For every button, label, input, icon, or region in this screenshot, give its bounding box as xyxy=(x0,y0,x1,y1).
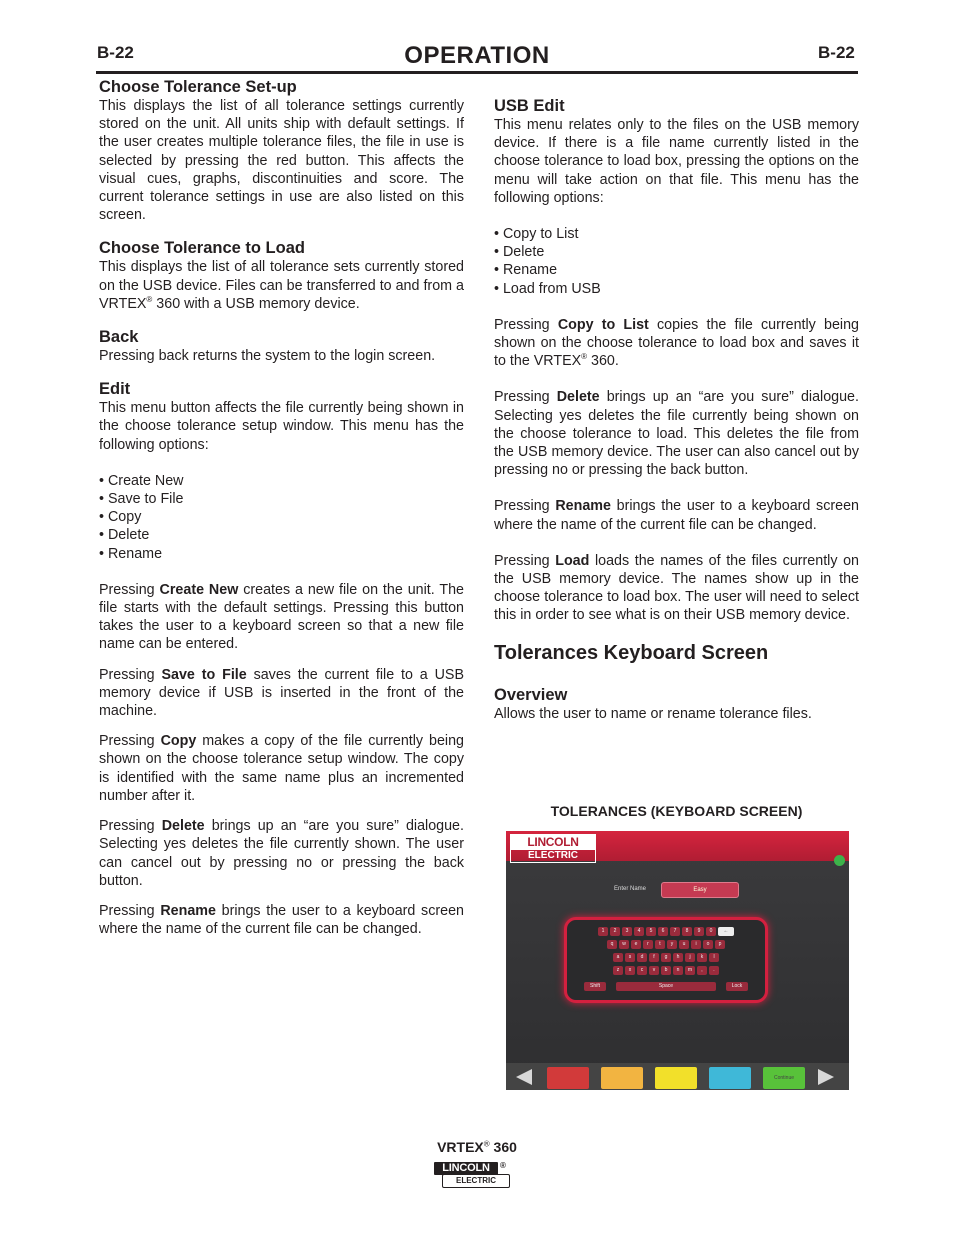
left-column xyxy=(99,77,464,938)
text-usb-delete: Pressing Delete brings up an “are you sure” dialogue. Selecting yes deletes the file currently being shown on the choose tolerance to load. This deletes the file from the USB memory device. The user can also cancel out by pressing no or pressing the back button. xyxy=(494,389,859,479)
key[interactable]: o xyxy=(703,940,713,949)
lincoln-logo xyxy=(510,834,594,860)
list-item: • Copy xyxy=(99,508,464,526)
text-choose-tolerance-setup: This displays the list of all tolerance settings currently stored on the unit. All units ship with default settings. If the user creates multiple tolerance files, the file in use is selected by pressing the red button. This affects the visual cues, graphs, discontinuities and score. The current tolerance settings in use are also listed on this screen. xyxy=(99,98,464,224)
edit-options-list xyxy=(99,472,464,563)
key-row-numbers xyxy=(567,927,765,936)
key[interactable]: s xyxy=(625,953,635,962)
key[interactable]: 2 xyxy=(610,927,620,936)
text-copy-to-list: Pressing Copy to List copies the file currently being shown on the choose tolerance to load box and saves it to the VRTEX® 360. xyxy=(494,316,859,370)
text-overview: Allows the user to name or rename tolerance files. xyxy=(494,705,812,722)
arrow-right-icon[interactable] xyxy=(818,1069,834,1085)
key[interactable]: 8 xyxy=(682,927,692,936)
red-button[interactable] xyxy=(547,1067,589,1089)
list-item: • Delete xyxy=(99,526,464,544)
enter-name-label: Enter Name xyxy=(614,886,647,892)
key[interactable]: a xyxy=(613,953,623,962)
heading-back: Back xyxy=(99,328,139,347)
key[interactable]: g xyxy=(661,953,671,962)
key[interactable]: j xyxy=(685,953,695,962)
key[interactable]: v xyxy=(649,966,659,975)
figure-caption: TOLERANCES (KEYBOARD SCREEN) xyxy=(550,803,803,819)
text-delete: Pressing Delete brings up an “are you sure” dialogue. Selecting yes deletes the file currently shown. The user can cancel out by pressing no or pressing the back button. xyxy=(99,818,464,889)
heading-choose-tolerance-load: Choose Tolerance to Load xyxy=(99,239,305,258)
key[interactable]: i xyxy=(691,940,701,949)
list-item: • Save to File xyxy=(99,490,464,508)
logo-bottom-text: ELECTRIC xyxy=(510,849,596,863)
key[interactable]: r xyxy=(643,940,653,949)
footer-logo-reg: ® xyxy=(500,1161,506,1170)
key[interactable]: 1 xyxy=(598,927,608,936)
list-item: • Load from USB xyxy=(494,280,859,298)
footer-logo-top: LINCOLN xyxy=(434,1162,498,1175)
text-back: Pressing back returns the system to the login screen. xyxy=(99,348,436,365)
text-load: Pressing Load loads the names of the files currently on the USB memory device. The names show up in the choose tolerance to load box. The user will need to select this in order to see what is on their USB memory device. xyxy=(494,552,859,624)
key[interactable]: n xyxy=(673,966,683,975)
key-row-asdf xyxy=(567,953,765,962)
key[interactable]: 4 xyxy=(634,927,644,936)
list-item: • Rename xyxy=(494,261,859,279)
key-row-zxcv xyxy=(567,966,765,975)
page-title: OPERATION xyxy=(404,42,550,69)
key[interactable]: b xyxy=(661,966,671,975)
status-indicator-icon xyxy=(834,855,845,866)
page-number-right: B-22 xyxy=(818,43,855,62)
text-create-new: Pressing Create New creates a new file on the unit. The file starts with the default settings. Pressing this button takes the user to a keyboard screen so that a new file name can be entered. xyxy=(99,581,464,653)
key[interactable]: x xyxy=(625,966,635,975)
heading-tolerances-keyboard-screen: Tolerances Keyboard Screen xyxy=(494,641,769,664)
page-number-left: B-22 xyxy=(97,43,134,62)
key-row-qwerty xyxy=(567,940,765,949)
key[interactable]: y xyxy=(667,940,677,949)
key[interactable]: t xyxy=(655,940,665,949)
heading-edit: Edit xyxy=(99,380,131,399)
key-row-bottom xyxy=(567,982,765,991)
key[interactable]: 7 xyxy=(670,927,680,936)
key[interactable]: d xyxy=(637,953,647,962)
text-copy: Pressing Copy makes a copy of the file currently being shown on the choose tolerance setup window. The copy is identified with the same name plus an incremented number after it. xyxy=(99,733,464,804)
usb-edit-options-list xyxy=(494,225,859,298)
key[interactable]: l xyxy=(709,953,719,962)
keyboard-screen-image xyxy=(506,831,849,1090)
text-edit: This menu button affects the file currently being shown in the choose tolerance setup window. This menu has the following options: xyxy=(99,400,464,453)
list-item: • Copy to List xyxy=(494,225,859,243)
logo-top-text: LINCOLN xyxy=(510,834,596,850)
key[interactable]: k xyxy=(697,953,707,962)
space-key[interactable]: Space xyxy=(616,982,716,991)
list-item: • Rename xyxy=(99,545,464,563)
key[interactable]: h xyxy=(673,953,683,962)
continue-button[interactable]: Continue xyxy=(763,1067,805,1089)
key[interactable]: 5 xyxy=(646,927,656,936)
footer-lincoln-logo xyxy=(434,1162,510,1188)
key[interactable]: q xyxy=(607,940,617,949)
text-usb-rename: Pressing Rename brings the user to a keyboard screen where the name of the current file can be changed. xyxy=(494,498,859,533)
list-item: • Delete xyxy=(494,243,859,261)
footer-logo-bottom: ELECTRIC xyxy=(442,1174,510,1188)
on-screen-keyboard xyxy=(564,917,768,1003)
blue-button[interactable] xyxy=(709,1067,751,1089)
key[interactable]: e xyxy=(631,940,641,949)
header-rule xyxy=(96,71,858,74)
orange-button[interactable] xyxy=(601,1067,643,1089)
key[interactable]: . xyxy=(709,966,719,975)
right-column xyxy=(494,96,859,723)
key[interactable]: p xyxy=(715,940,725,949)
list-item: • Create New xyxy=(99,472,464,490)
key[interactable]: 0 xyxy=(706,927,716,936)
heading-choose-tolerance-setup: Choose Tolerance Set-up xyxy=(99,78,297,96)
key[interactable]: , xyxy=(697,966,707,975)
lock-key[interactable]: Lock xyxy=(726,982,748,991)
key[interactable]: 6 xyxy=(658,927,668,936)
text-usb-edit: This menu relates only to the files on the USB memory device. If there is a file name currently listed in the choose tolerance to load box, pressing the options on the menu will take action on that file. This menu has the following options: xyxy=(494,117,859,206)
key[interactable]: f xyxy=(649,953,659,962)
name-input[interactable]: Easy xyxy=(661,882,739,898)
key[interactable]: 3 xyxy=(622,927,632,936)
backspace-key-icon[interactable]: ← xyxy=(718,927,734,936)
arrow-left-icon[interactable] xyxy=(516,1069,532,1085)
text-rename: Pressing Rename brings the user to a keyboard screen where the name of the current file can be changed. xyxy=(99,902,464,938)
text-choose-tolerance-load: This displays the list of all tolerance sets currently stored on the USB device. Files can be transferred to and from a VRTEX® 360 with a USB memory device. xyxy=(99,259,464,312)
footer-model: VRTEX® 360 xyxy=(437,1139,517,1155)
shift-key[interactable]: Shift xyxy=(584,982,606,991)
text-save-to-file: Pressing Save to File saves the current file to a USB memory device if USB is inserted in the front of the machine. xyxy=(99,666,464,720)
key[interactable]: w xyxy=(619,940,629,949)
key[interactable]: z xyxy=(613,966,623,975)
heading-overview: Overview xyxy=(494,685,568,704)
key[interactable]: c xyxy=(637,966,647,975)
key[interactable]: 9 xyxy=(694,927,704,936)
key[interactable]: u xyxy=(679,940,689,949)
key[interactable]: m xyxy=(685,966,695,975)
heading-usb-edit: USB Edit xyxy=(494,97,565,115)
screen-bottom-bar xyxy=(506,1063,849,1090)
yellow-button[interactable] xyxy=(655,1067,697,1089)
